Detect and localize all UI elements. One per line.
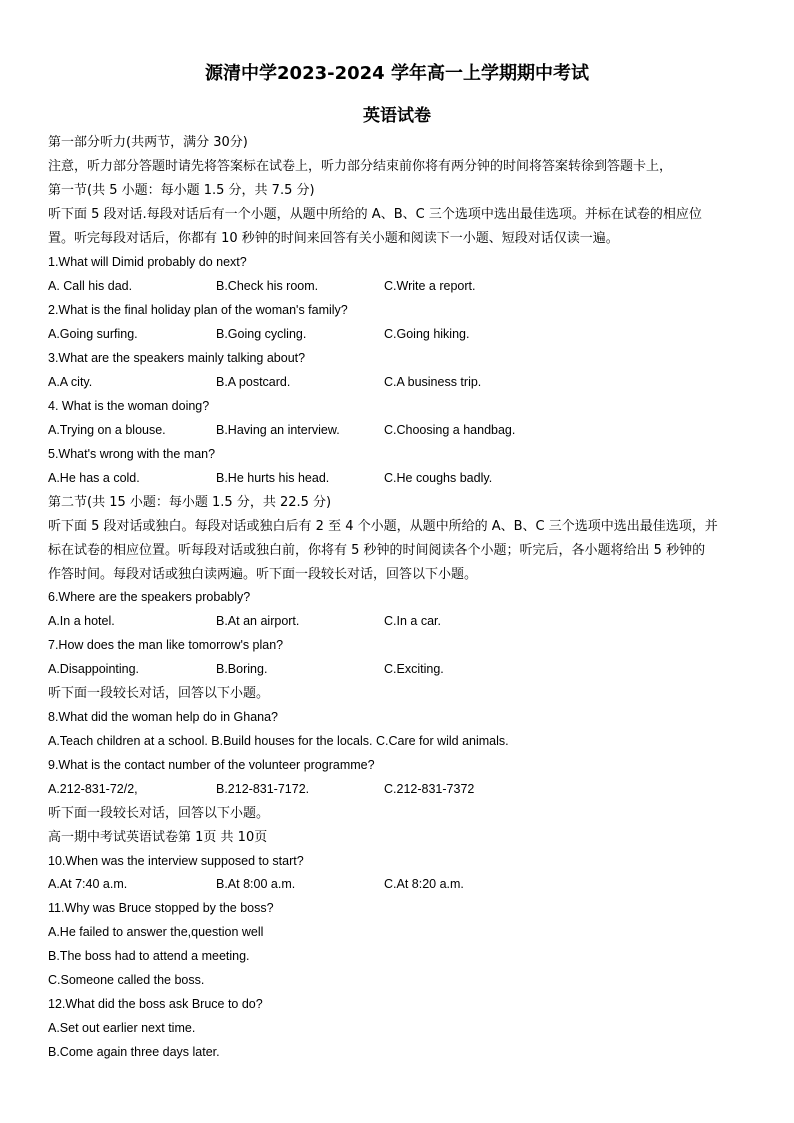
q7-option-a: A.Disappointing. — [48, 662, 140, 676]
section1-instruction-line2: 置。听完每段对话后，你都有 10 秒钟的时间来回答有关小题和阅读下一小题、短段对话仅读一遍。 — [48, 231, 619, 246]
exam-title: 源清中学2023-2024 学年高一上学期期中考试 — [205, 63, 589, 84]
question-10: 10.When was the interview supposed to start? — [48, 854, 304, 868]
section2-instruction-line1: 听下面 5 段对话或独白。每段对话或独白后有 2 至 4 个小题，从题中所给的 A、B、C 三个选项中选出最佳选项，并 — [48, 519, 718, 534]
q12-option-b: B.Come again three days later. — [48, 1045, 220, 1059]
q10-option-b: B.At 8:00 a.m. — [216, 877, 296, 891]
question-1: 1.What will Dimid probably do next? — [48, 255, 247, 269]
exam-subtitle: 英语试卷 — [363, 106, 431, 126]
q5-option-a: A.He has a cold. — [48, 471, 140, 485]
q3-option-b: B.A postcard. — [216, 375, 291, 389]
section1-instruction-line1: 听下面 5 段对话.每段对话后有一个小题，从题中所给的 A、B、C 三个选项中选出最佳选项。并标在试卷的相应位 — [48, 207, 702, 222]
question-3: 3.What are the speakers mainly talking about? — [48, 351, 306, 365]
section1-heading: 第一节(共 5 小题：每小题 1.5 分，共 7.5 分) — [48, 183, 315, 198]
q8-options: A.Teach children at a school. B.Build houses for the locals. C.Care for wild animals. — [48, 734, 509, 748]
q2-option-a: A.Going surfing. — [48, 327, 138, 341]
q2-option-b: B.Going cycling. — [216, 327, 307, 341]
q11-option-b: B.The boss had to attend a meeting. — [48, 949, 250, 963]
q4-option-a: A.Trying on a blouse. — [48, 423, 166, 437]
q10-option-c: C.At 8:20 a.m. — [384, 877, 464, 891]
page-footer: 高一期中考试英语试卷第 1页 共 10页 — [48, 830, 268, 845]
listen-instruction-1: 听下面一段较长对话，回答以下小题。 — [48, 686, 270, 701]
q5-option-c: C.He coughs badly. — [384, 471, 493, 485]
question-6: 6.Where are the speakers probably? — [48, 590, 251, 604]
note-text: 注意，听力部分答题时请先将答案标在试卷上，听力部分结束前你将有两分钟的时间将答案转徐到答题卡上， — [48, 159, 673, 174]
q2-option-c: C.Going hiking. — [384, 327, 470, 341]
question-8: 8.What did the woman help do in Ghana? — [48, 710, 279, 724]
q6-option-b: B.At an airport. — [216, 614, 300, 628]
listen-instruction-2: 听下面一段较长对话，回答以下小题。 — [48, 806, 270, 821]
q4-option-b: B.Having an interview. — [216, 423, 340, 437]
question-11: 11.Why was Bruce stopped by the boss? — [48, 901, 274, 915]
q9-option-b: B.212-831-7172. — [216, 782, 310, 796]
q6-option-c: C.In a car. — [384, 614, 441, 628]
q1-option-a: A. Call his dad. — [48, 279, 133, 293]
q9-option-c: C.212-831-7372 — [384, 782, 475, 796]
question-5: 5.What's wrong with the man? — [48, 447, 216, 461]
q7-option-c: C.Exciting. — [384, 662, 444, 676]
question-12: 12.What did the boss ask Bruce to do? — [48, 997, 263, 1011]
q6-option-a: A.In a hotel. — [48, 614, 115, 628]
q3-option-a: A.A city. — [48, 375, 93, 389]
q1-option-c: C.Write a report. — [384, 279, 476, 293]
q10-option-a: A.At 7:40 a.m. — [48, 877, 128, 891]
part1-heading: 第一部分听力(共两节，满分 30分) — [48, 135, 248, 150]
question-2: 2.What is the final holiday plan of the woman's family? — [48, 303, 348, 317]
q3-option-c: C.A business trip. — [384, 375, 482, 389]
q11-option-c: C.Someone called the boss. — [48, 973, 205, 987]
section2-instruction-line3: 作答时间。每段对话或独白读两遍。听下面一段较长对话，回答以下小题。 — [48, 567, 478, 582]
question-4: 4. What is the woman doing? — [48, 399, 210, 413]
q12-option-a: A.Set out earlier next time. — [48, 1021, 196, 1035]
question-9: 9.What is the contact number of the volunteer programme? — [48, 758, 375, 772]
q7-option-b: B.Boring. — [216, 662, 268, 676]
q9-option-a: A.212-831-72/2, — [48, 782, 138, 796]
section2-instruction-line2: 标在试卷的相应位置。听每段对话或独白前，你将有 5 秒钟的时间阅读各个小题；听完后，各小题将给出 5 秒钟的 — [48, 543, 706, 558]
q1-option-b: B.Check his room. — [216, 279, 319, 293]
q4-option-c: C.Choosing a handbag. — [384, 423, 516, 437]
q11-option-a: A.He failed to answer the,question well — [48, 925, 264, 939]
question-7: 7.How does the man like tomorrow's plan? — [48, 638, 284, 652]
q5-option-b: B.He hurts his head. — [216, 471, 330, 485]
section2-heading: 第二节(共 15 小题：每小题 1.5 分，共 22.5 分) — [48, 495, 332, 510]
